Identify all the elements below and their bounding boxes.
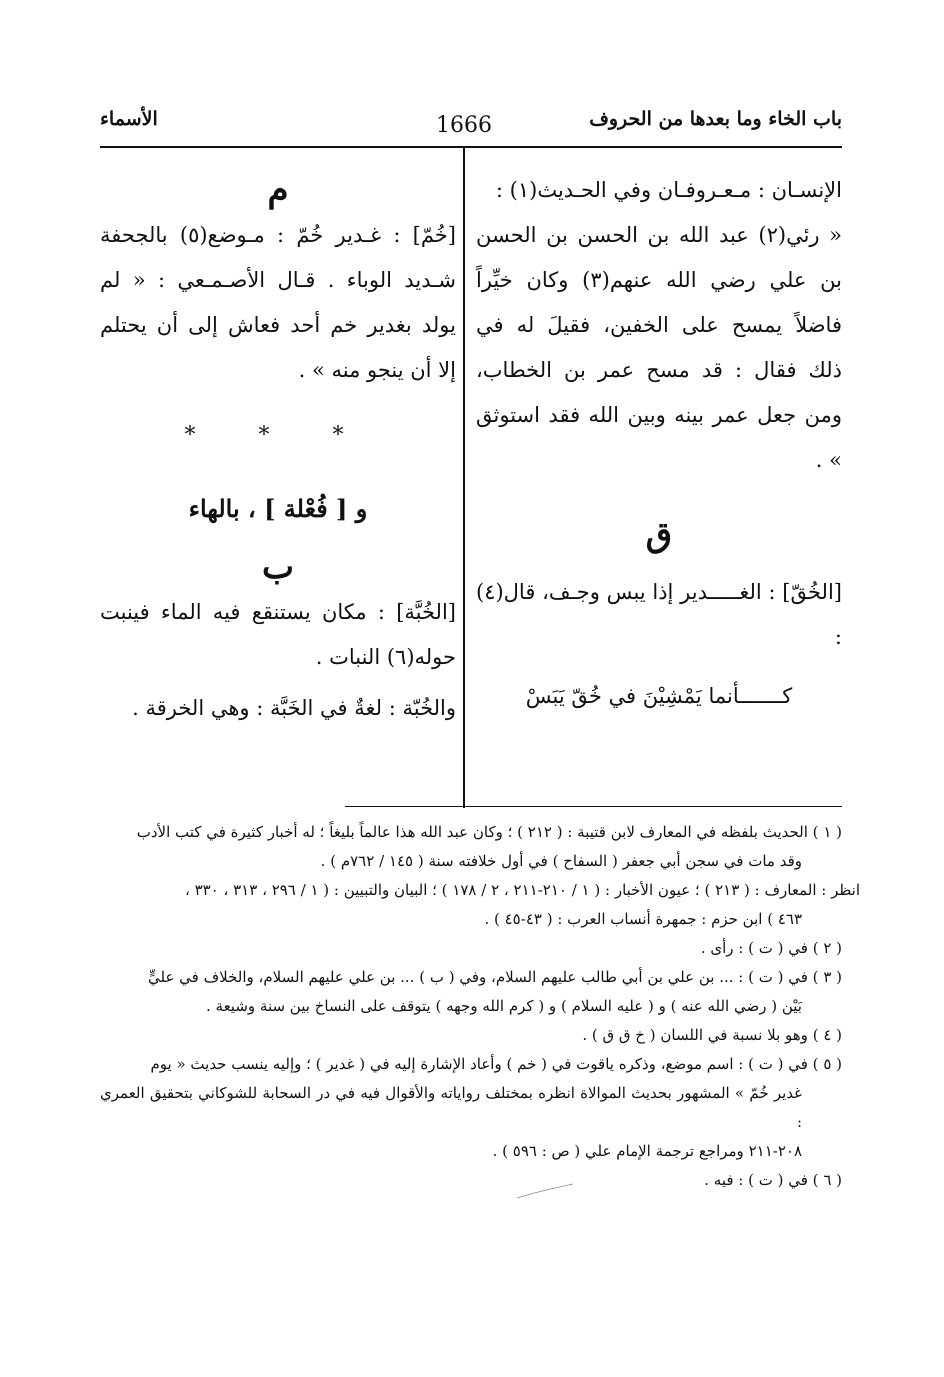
footnote-2: ( ٢ ) في ( ت ) : رأى . xyxy=(700,939,842,957)
footnote-4: ( ٤ ) وهو بلا نسبة في اللسان ( خ ق ق ) . xyxy=(582,1026,842,1044)
left-column xyxy=(100,168,456,731)
pen-mark-scribble xyxy=(515,1182,575,1202)
verse-line: كـــــــأنما يَمْشِيْنَ في خُقّ يَبَسْ xyxy=(525,684,793,708)
letter-heading-mim: م xyxy=(267,170,289,210)
entry-khumm: [خُمّ] : غـدير خُمّ : مـوضع(٥) بالجحفة شـديد الوباء . قـال الأصـمـعي : « لم يولد بغدير خم أحد فعاش إلى أن يحتلم إلا أن ينجو منه » . xyxy=(100,223,456,382)
footnote-5: ( ٥ ) في ( ت ) : اسم موضع، وذكره ياقوت في ( خم ) وأعاد الإشارة إليه في ( غدير ) ؛ وإليه ينسب حديث « يوم xyxy=(150,1055,842,1073)
footnote-1-refs-cont: ٤٦٣ ) ابن حزم : جمهرة أنساب العرب : ( ٤٣-٤٥ ) . xyxy=(484,910,802,928)
entry-khubba: [الخُبَّة] : مكان يستنقع فيه الماء فينبت حوله(٦) النبات . xyxy=(100,600,456,669)
footnote-1-cont: وقد مات في سجن أبي جعفر ( السفاح ) في أول خلافته سنة ( ١٤٥ / ٧٦٢م ) . xyxy=(320,852,802,870)
entry-khubba-variant: والخُبّة : لغةٌ في الخَبَّة : وهي الخرقة . xyxy=(132,696,456,720)
hadith-quote: « رئي(٢) عبد الله بن الحسن بن الحسن بن علي رضي الله عنهم(٣) وكان خيِّراً فاضلاً يمسح على الخفين، فقيلَ له في ذلك فقال : قد مسح عمر بن الخطاب، ومن جعل عمر بينه وبين الله فقد استوثق » . xyxy=(476,223,843,472)
footnote-6: ( ٦ ) في ( ت ) : فيه . xyxy=(704,1171,842,1189)
running-header-chapter: باب الخاء وما بعدها من الحروف xyxy=(589,108,842,130)
section-heading-fula: و [ فُعْلة ] ، بالهاء xyxy=(188,494,368,523)
footnote-rule xyxy=(345,806,842,807)
footnote-1-refs: انظر : المعارف : ( ٢١٣ ) ؛ عيون الأخبار : ( ١ / ٢١٠-٢١١ ، ٢ / ١٧٨ ) ؛ البيان والتبيين : ( ١ / ٢٩٦ ، ٣١٣ ، ٣٣٠ ، xyxy=(184,881,860,899)
footnotes xyxy=(100,818,860,1195)
section-separator-stars: * * * xyxy=(184,423,372,448)
footnote-3-cont: بَيْن ( رضي الله عنه ) و ( عليه السلام ) و ( كرم الله وجهه ) يتوقف على النساخ بين سنة وشيعة . xyxy=(205,997,802,1015)
header-rule xyxy=(100,146,842,148)
entry-khuqq: [الخُقّ] : الغـــــدير إذا يبس وجـف، قال(٤) : xyxy=(476,580,842,649)
footnote-1: ( ١ ) الحديث بلفظه في المعارف لابن قتيبة : ( ٢١٢ ) ؛ وكان عبد الله هذا عالماً بليغاً ؛ له أخبار كثيرة في كتب الأدب xyxy=(136,823,842,841)
running-header-section: الأسماء xyxy=(100,108,158,130)
column-divider xyxy=(463,148,465,808)
footnote-3: ( ٣ ) في ( ت ) : ... بن علي بن أبي طالب عليهم السلام، وفي ( ب ) ... بن علي عليهم السلام، والخلاف في عليٍّ xyxy=(147,968,842,986)
letter-heading-qaf: ق xyxy=(645,515,673,555)
footnote-5-cont: غدير خُمّ » المشهور بحديث الموالاة انظره بمختلف رواياته والأقوال فيه في در السحابة للشوكاني بتحقيق العمري : xyxy=(100,1084,802,1131)
right-column xyxy=(476,168,842,719)
footnote-5-cont-2: ٢٠٨-٢١١ ومراجع ترجمة الإمام علي ( ص : ٥٩٦ ) . xyxy=(492,1142,802,1160)
entry-intro-line: الإنسـان : مـعـروفـان وفي الحـديث(١) : xyxy=(495,178,842,202)
letter-heading-ba: ب xyxy=(261,547,294,587)
page-number: 1666 xyxy=(436,113,492,138)
